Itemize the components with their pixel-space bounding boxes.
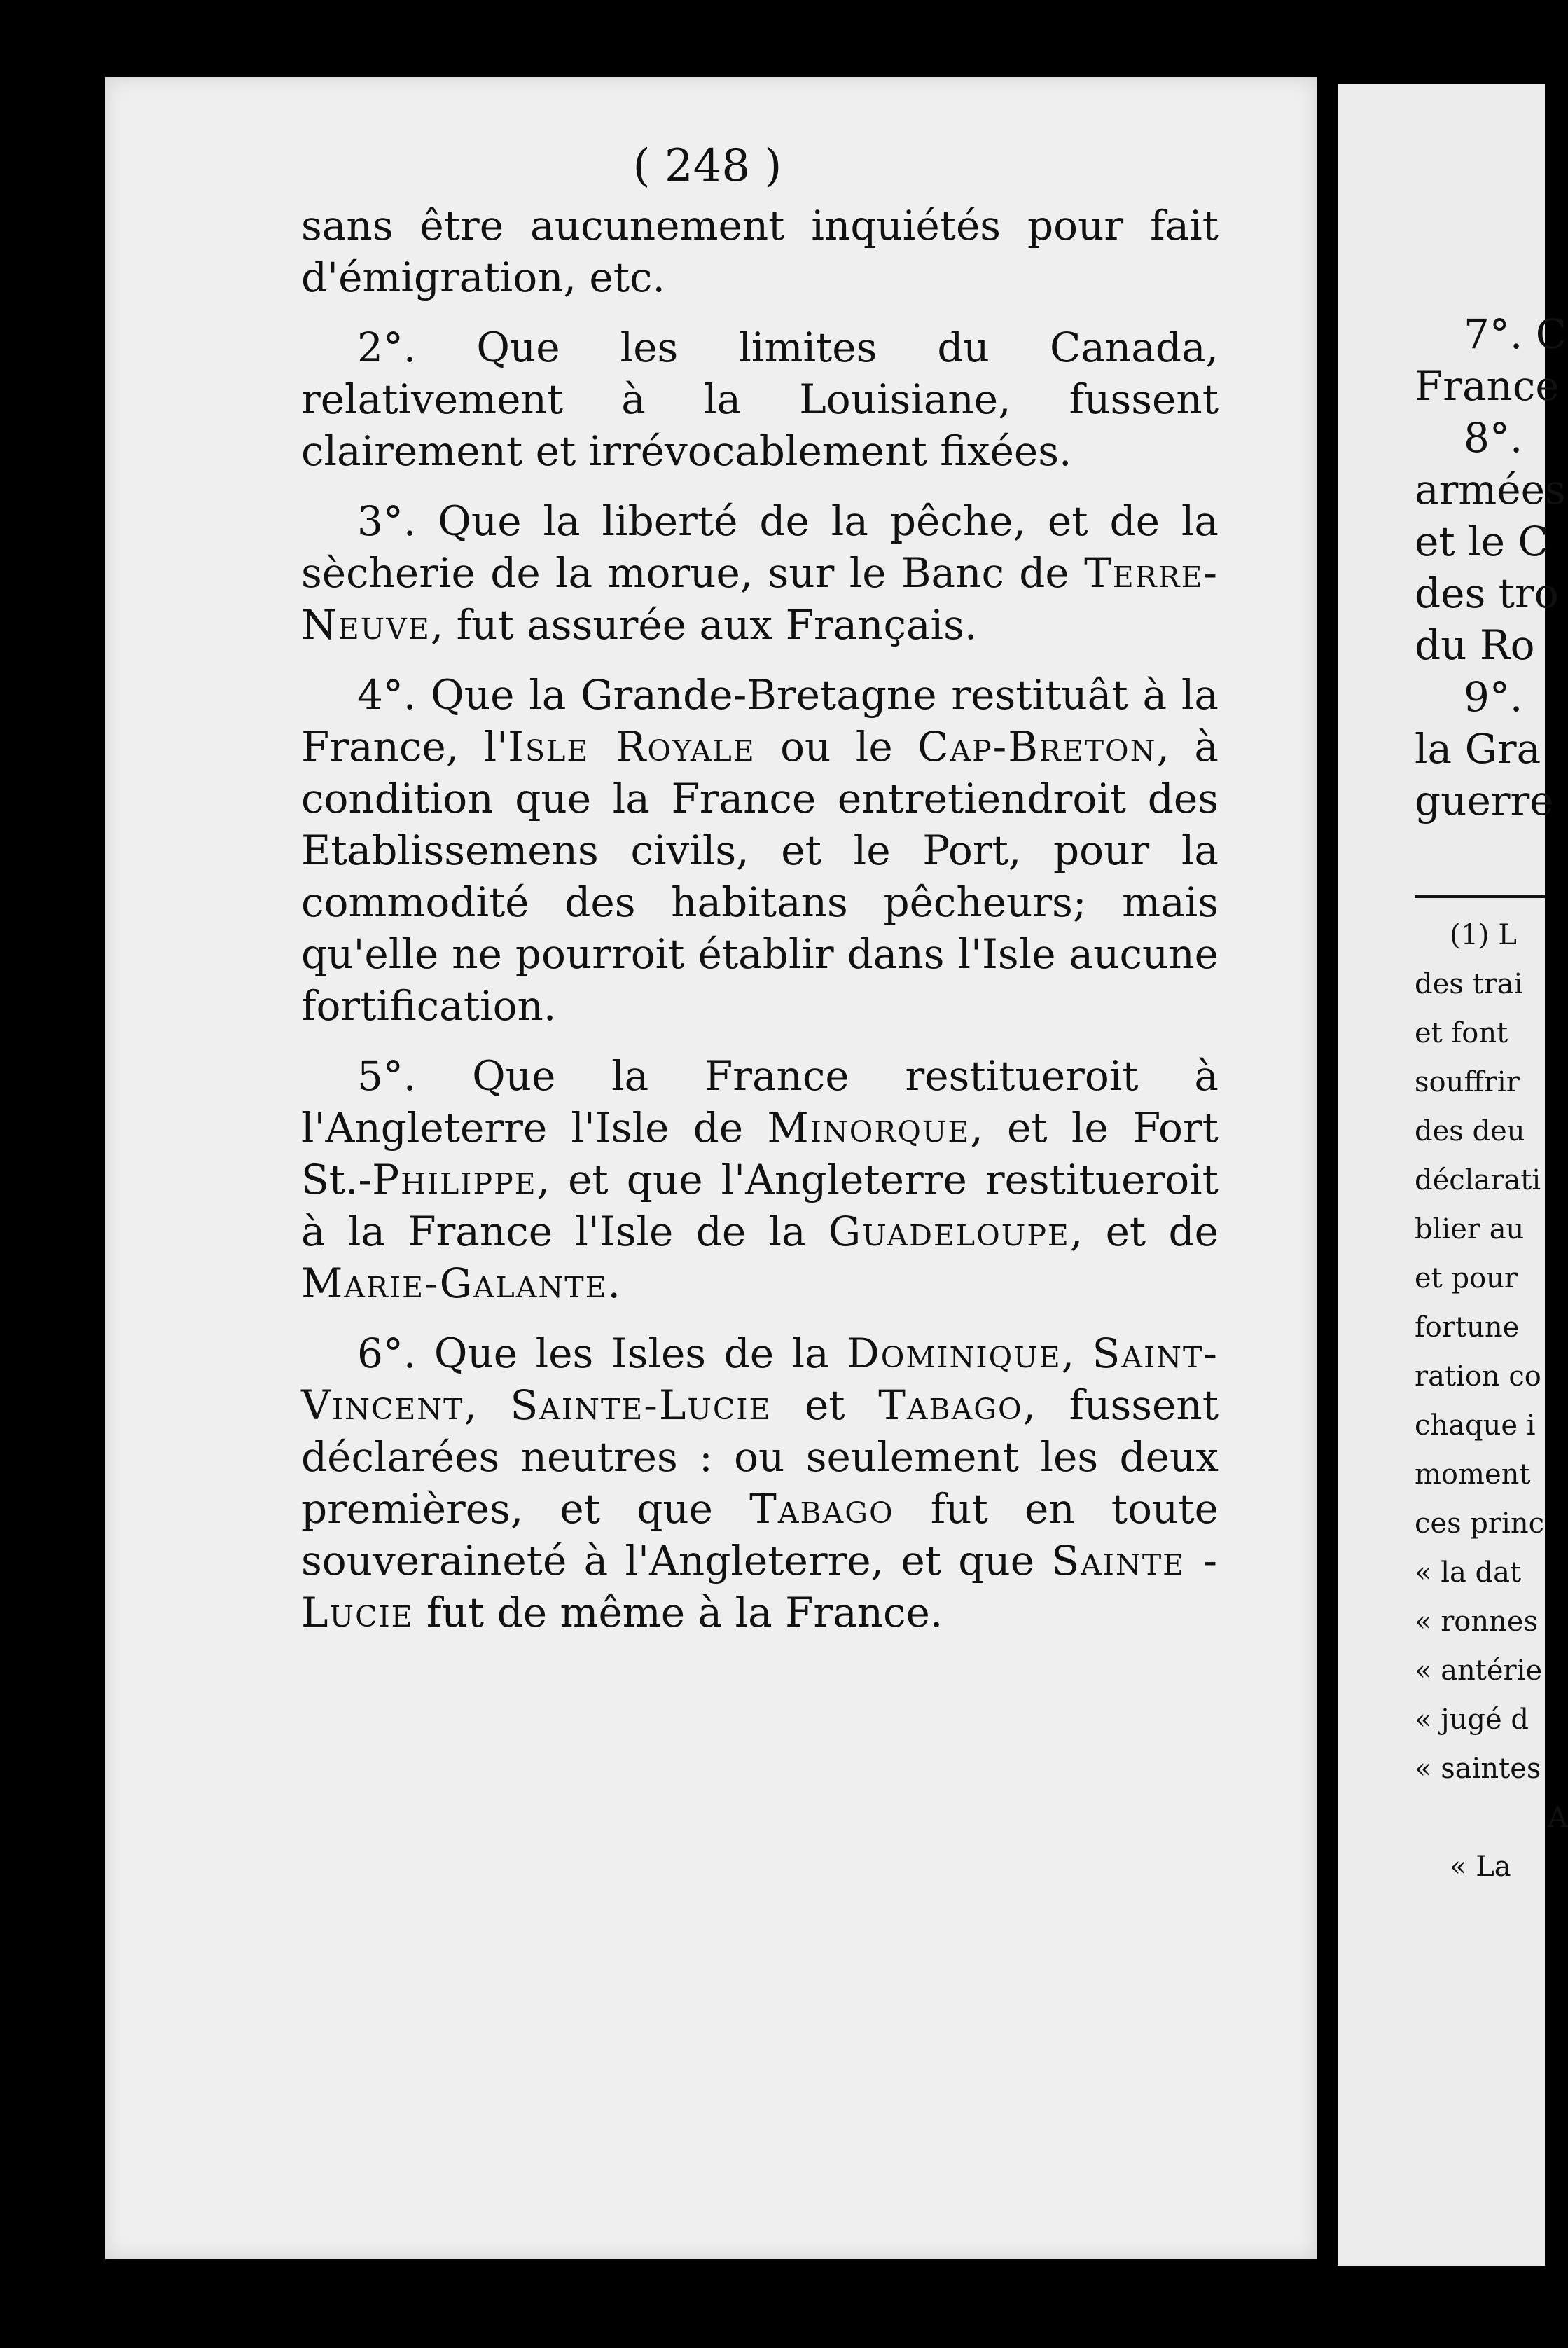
footnote-line: « ronnes bbox=[1415, 1605, 1539, 1638]
text-segment: . bbox=[607, 1259, 620, 1307]
small-caps-name: Terre-Neuve bbox=[301, 549, 1219, 649]
right-page-line: armées bbox=[1415, 466, 1566, 513]
right-page-text bbox=[1415, 308, 1567, 827]
small-caps-name: Tabago bbox=[749, 1485, 894, 1533]
right-page-line: et le C bbox=[1415, 518, 1549, 565]
text-segment: , à condition que la France entretiendroit des Etablissemens civils, et le Port, pour la commodité des habitans pêcheurs; mais qu'elle ne pourroit établir dans l'Isle aucune fortification. bbox=[301, 723, 1219, 1030]
text-segment: et bbox=[771, 1381, 879, 1429]
footnote-line: « saintes bbox=[1415, 1753, 1541, 1785]
paragraph: 2°. Que les limites du Canada, relativement à la Louisiane, fussent clairement et irrévocablement fixées. bbox=[301, 324, 1219, 475]
text-segment: , bbox=[1061, 1330, 1092, 1377]
text-segment: 4°. Que la Grande-Bretagne restituât à la France, l' bbox=[301, 671, 1219, 771]
footnote-line: souffrir bbox=[1415, 1066, 1520, 1098]
text-segment: , et que l'Angleterre restitueroit à la France l'Isle de la bbox=[301, 1156, 1219, 1255]
small-caps-name: Saint-Vincent bbox=[301, 1330, 1219, 1429]
text-segment: fut en toute souveraineté à l'Angleterre, et que bbox=[301, 1485, 1219, 1584]
text-segment: , et de bbox=[1069, 1208, 1219, 1255]
footnote-line: des deu bbox=[1415, 1115, 1525, 1147]
text-segment: , fussent déclarées neutres : ou seulement les deux premières, et que bbox=[301, 1381, 1219, 1533]
footnote-line: fortune bbox=[1415, 1311, 1520, 1344]
text-segment: , et le Fort St.- bbox=[301, 1104, 1219, 1203]
paragraph: sans être aucunement inquiétés pour fait d'émigration, etc. bbox=[301, 202, 1219, 301]
small-caps-name: Dominique bbox=[847, 1330, 1062, 1377]
footnote-line: « La bbox=[1450, 1851, 1511, 1883]
footnote-divider bbox=[1415, 895, 1545, 898]
small-caps-name: Guadeloupe bbox=[828, 1208, 1070, 1255]
paragraph bbox=[301, 495, 1219, 651]
right-page-line: 9°. bbox=[1464, 673, 1523, 721]
paragraph bbox=[301, 1050, 1219, 1309]
right-page-line: 8°. bbox=[1464, 414, 1523, 462]
small-caps-name: Marie-Galante bbox=[301, 1259, 608, 1307]
right-page-line: la Gra bbox=[1415, 725, 1541, 773]
main-text-body bbox=[301, 200, 1219, 1657]
small-caps-name: Philippe bbox=[372, 1156, 537, 1203]
footnote-line: ces princ bbox=[1415, 1507, 1544, 1540]
small-caps-name: Cap-Breton bbox=[917, 723, 1157, 771]
text-segment: , bbox=[464, 1381, 511, 1429]
text-segment: ou le bbox=[755, 723, 918, 771]
text-segment: 6°. Que les Isles de la bbox=[357, 1330, 847, 1377]
footnote-line: « la dat bbox=[1415, 1556, 1522, 1589]
text-segment: 5°. Que la France restitueroit à l'Angleterre l'Isle de bbox=[301, 1052, 1219, 1152]
footnote-line: déclarati bbox=[1415, 1164, 1541, 1196]
paragraph bbox=[301, 669, 1219, 1032]
footnote-line: des trai bbox=[1415, 968, 1523, 1000]
footnote-line: et font bbox=[1415, 1017, 1508, 1049]
footnote-line: « jugé d bbox=[1415, 1704, 1529, 1736]
footnote-line: blier au bbox=[1415, 1213, 1525, 1245]
right-page-line: 7°. C bbox=[1464, 310, 1567, 358]
small-caps-name: Minorque bbox=[767, 1104, 971, 1152]
right-page-line: France bbox=[1415, 362, 1560, 410]
footnote-line: chaque i bbox=[1415, 1409, 1536, 1442]
right-page-line: guerre bbox=[1415, 777, 1554, 824]
small-caps-name: Sainte - Lucie bbox=[301, 1537, 1219, 1636]
small-caps-name: Isle Royale bbox=[508, 723, 756, 771]
footnote-line: et pour bbox=[1415, 1262, 1518, 1294]
footnote-line: « antérie bbox=[1415, 1655, 1543, 1687]
footnote-line: moment bbox=[1415, 1458, 1531, 1491]
right-page-line: du Ro bbox=[1415, 621, 1535, 669]
right-page-line: des tro bbox=[1415, 569, 1559, 617]
text-segment: , fut assurée aux Français. bbox=[430, 601, 978, 649]
footnote-line: ration co bbox=[1415, 1360, 1541, 1393]
small-caps-name: Tabago bbox=[878, 1381, 1023, 1429]
paragraph bbox=[301, 1327, 1219, 1638]
text-segment: fut de même à la France. bbox=[413, 1589, 943, 1636]
text-segment: 3°. Que la liberté de la pêche, et de la sècherie de la morue, sur le Banc de bbox=[301, 497, 1219, 597]
page-number: ( 248 ) bbox=[632, 140, 782, 192]
small-caps-name: Sainte-Lucie bbox=[510, 1381, 772, 1429]
right-page-footnote bbox=[1415, 911, 1568, 1891]
footnote-line: A bbox=[1548, 1802, 1568, 1834]
footnote-line: (1) L bbox=[1450, 919, 1517, 951]
